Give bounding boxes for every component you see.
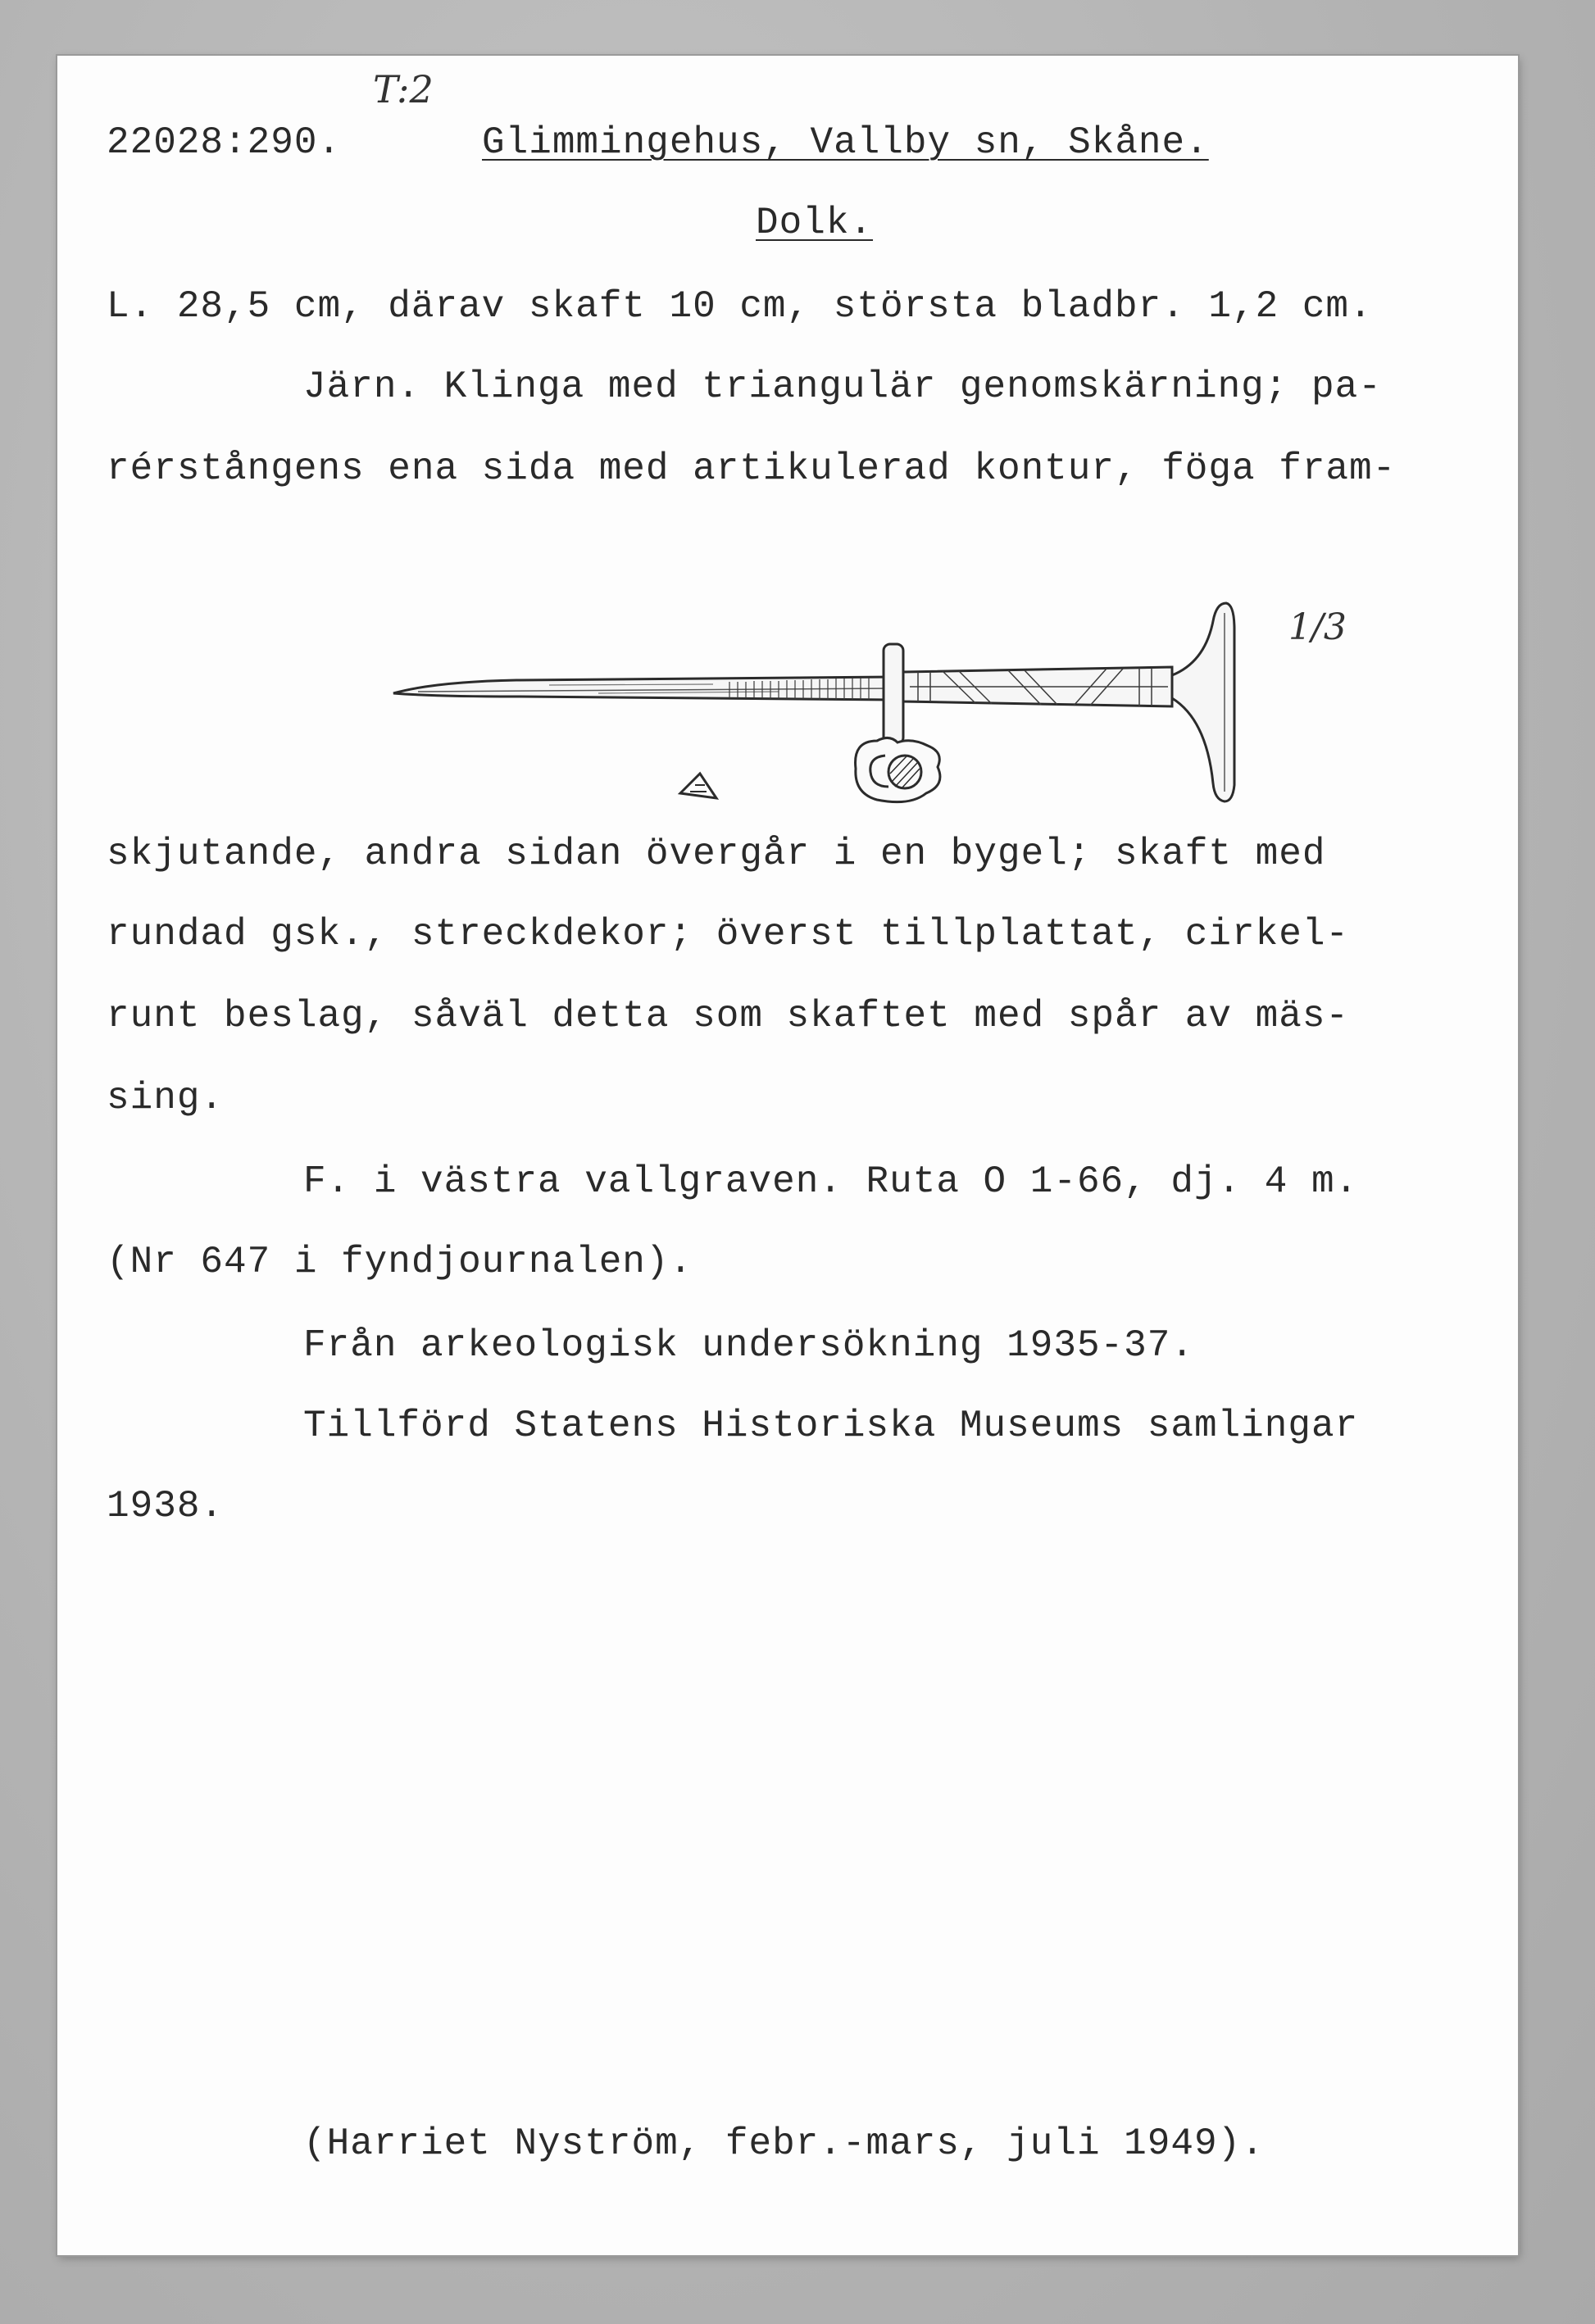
description-line-4: rundad gsk., streckdekor; överst tillplattat, cirkel- [107, 913, 1350, 955]
location-heading: Glimmingehus, Vallby sn, Skåne. [482, 121, 1209, 164]
object-title: Dolk. [756, 202, 874, 244]
blade-cross-section [680, 774, 716, 798]
description-line-2: rérstångens ena sida med artikulerad kontur, föga fram- [107, 447, 1397, 490]
description-line-5: runt beslag, såväl detta som skaftet med spår av mäs- [107, 995, 1350, 1037]
accession-line-2: 1938. [107, 1485, 225, 1527]
guard-cross-section [856, 738, 940, 801]
find-line-1: F. i västra vallgraven. Ruta O 1-66, dj. 4 m. [303, 1160, 1359, 1203]
excavation-line: Från arkeologisk undersökning 1935-37. [303, 1324, 1194, 1367]
description-line-3: skjutande, andra sidan övergår i en bygel; skaft med [107, 833, 1326, 875]
accession-line-1: Tillförd Statens Historiska Museums samlingar [303, 1405, 1359, 1447]
catalog-number: 22028:290. [107, 121, 342, 164]
dimensions-line: L. 28,5 cm, därav skaft 10 cm, största bladbr. 1,2 cm. [107, 285, 1373, 328]
author-line: (Harriet Nyström, febr.-mars, juli 1949). [303, 2122, 1265, 2165]
find-line-2: (Nr 647 i fyndjournalen). [107, 1241, 693, 1283]
dagger-drawing [385, 597, 1369, 842]
description-line-6: sing. [107, 1077, 225, 1119]
catalog-card [57, 56, 1518, 2255]
scale-label: 1/3 [1288, 606, 1347, 648]
handwritten-mark: T:2 [373, 67, 434, 111]
description-line-1: Järn. Klinga med triangulär genomskärning; pa- [303, 365, 1382, 408]
dagger-guard [884, 644, 903, 744]
